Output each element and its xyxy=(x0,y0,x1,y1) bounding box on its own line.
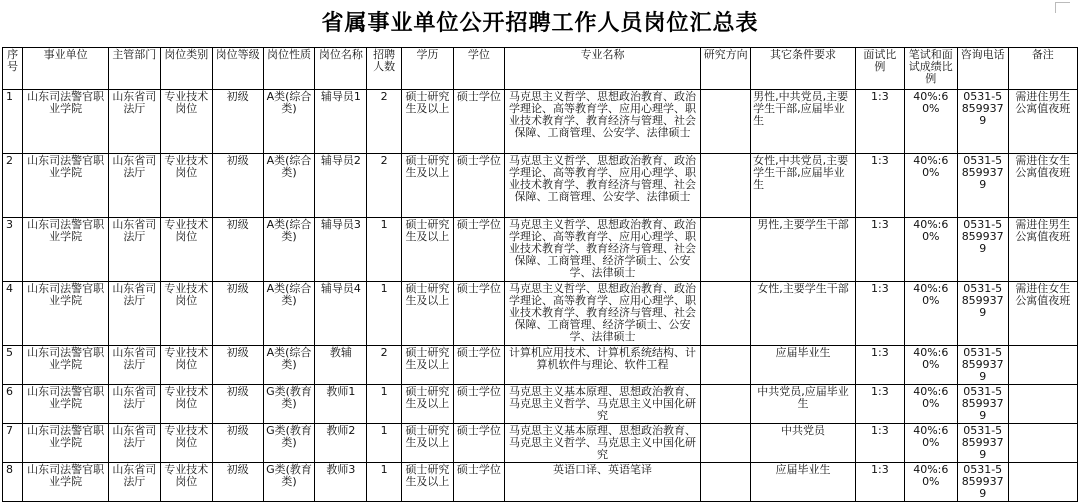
table-row xyxy=(3,90,1078,154)
cell-major: 马克思主义基本原理、思想政治教育、马克思主义哲学、马克思主义中国化研究 xyxy=(504,424,700,463)
cell-seq: 8 xyxy=(3,463,23,502)
cell-post-nature: A类(综合类) xyxy=(263,90,315,154)
cell-post-nature: A类(综合类) xyxy=(263,282,315,346)
cell-research xyxy=(701,346,751,385)
cell-unit: 山东司法警官职业学院 xyxy=(23,346,109,385)
cell-seq: 5 xyxy=(3,346,23,385)
cell-post-name: 辅导员3 xyxy=(315,218,367,282)
header-ratio: 面试比例 xyxy=(855,48,904,90)
cell-post-type: 专业技术岗位 xyxy=(160,90,212,154)
cell-ratio: 1:3 xyxy=(855,154,904,218)
header-post-level: 岗位等级 xyxy=(212,48,263,90)
cell-other: 中共党员,应届毕业生 xyxy=(751,385,856,424)
cell-dept: 山东省司法厅 xyxy=(108,463,160,502)
cell-seq: 6 xyxy=(3,385,23,424)
cell-major: 马克思主义哲学、思想政治教育、政治学理论、高等教育学、应用心理学、职业技术教育学、教育经济与管理、社会保障、工商管理、公安学、法律硕士 xyxy=(504,90,700,154)
cell-seq: 1 xyxy=(3,90,23,154)
cell-weight: 40%:60% xyxy=(904,463,957,502)
cell-research xyxy=(701,154,751,218)
cell-major: 马克思主义哲学、思想政治教育、政治学理论、高等教育学、应用心理学、职业技术教育学、教育经济与管理、社会保障、工商管理、经济学硕士、公安学、法律硕士 xyxy=(504,218,700,282)
cell-degree: 硕士学位 xyxy=(453,154,504,218)
cell-degree: 硕士学位 xyxy=(453,282,504,346)
cell-education: 硕士研究生及以上 xyxy=(401,346,453,385)
cell-research xyxy=(701,90,751,154)
cell-post-type: 专业技术岗位 xyxy=(160,346,212,385)
cell-post-name: 辅导员4 xyxy=(315,282,367,346)
cell-degree: 硕士学位 xyxy=(453,346,504,385)
cell-count: 2 xyxy=(367,154,402,218)
cell-count: 1 xyxy=(367,218,402,282)
cell-unit: 山东司法警官职业学院 xyxy=(23,463,109,502)
cell-research xyxy=(701,463,751,502)
cell-count: 1 xyxy=(367,385,402,424)
page-title: 省属事业单位公开招聘工作人员岗位汇总表 xyxy=(321,10,759,36)
cell-dept: 山东省司法厅 xyxy=(108,424,160,463)
cell-phone: 0531-58599379 xyxy=(957,346,1008,385)
header-dept: 主管部门 xyxy=(108,48,160,90)
cell-seq: 2 xyxy=(3,154,23,218)
cell-education: 硕士研究生及以上 xyxy=(401,282,453,346)
cell-post-type: 专业技术岗位 xyxy=(160,385,212,424)
cell-note xyxy=(1008,424,1077,463)
header-unit: 事业单位 xyxy=(23,48,109,90)
header-degree: 学位 xyxy=(453,48,504,90)
table-row xyxy=(3,385,1078,424)
cell-seq: 4 xyxy=(3,282,23,346)
cell-ratio: 1:3 xyxy=(855,385,904,424)
cell-note: 需进住女生公寓值夜班 xyxy=(1008,282,1077,346)
cell-post-nature: G类(教育类) xyxy=(263,424,315,463)
cell-post-level: 初级 xyxy=(212,282,263,346)
cell-ratio: 1:3 xyxy=(855,346,904,385)
table-row xyxy=(3,154,1078,218)
cell-ratio: 1:3 xyxy=(855,218,904,282)
table-row xyxy=(3,463,1078,502)
cell-research xyxy=(701,385,751,424)
cell-unit: 山东司法警官职业学院 xyxy=(23,90,109,154)
cell-count: 2 xyxy=(367,346,402,385)
cell-weight: 40%:60% xyxy=(904,424,957,463)
cell-ratio: 1:3 xyxy=(855,424,904,463)
cell-note xyxy=(1008,346,1077,385)
cell-major: 英语口译、英语笔译 xyxy=(504,463,700,502)
cell-note: 需进住男生公寓值夜班 xyxy=(1008,218,1077,282)
cell-research xyxy=(701,424,751,463)
cell-post-type: 专业技术岗位 xyxy=(160,424,212,463)
cell-seq: 7 xyxy=(3,424,23,463)
cell-post-level: 初级 xyxy=(212,463,263,502)
cell-dept: 山东省司法厅 xyxy=(108,282,160,346)
cell-post-name: 辅导员2 xyxy=(315,154,367,218)
cell-education: 硕士研究生及以上 xyxy=(401,218,453,282)
cell-note: 需进住男生公寓值夜班 xyxy=(1008,90,1077,154)
cell-other: 女性,中共党员,主要学生干部,应届毕业生 xyxy=(751,154,856,218)
cell-other: 男性,中共党员,主要学生干部,应届毕业生 xyxy=(751,90,856,154)
header-weight: 笔试和面试成绩比例 xyxy=(904,48,957,90)
corner-mark-icon xyxy=(1055,2,1070,13)
cell-phone: 0531-58599379 xyxy=(957,424,1008,463)
cell-weight: 40%:60% xyxy=(904,385,957,424)
cell-note: 需进住女生公寓值夜班 xyxy=(1008,154,1077,218)
cell-degree: 硕士学位 xyxy=(453,424,504,463)
cell-research xyxy=(701,282,751,346)
header-post-name: 岗位名称 xyxy=(315,48,367,90)
cell-count: 2 xyxy=(367,90,402,154)
cell-unit: 山东司法警官职业学院 xyxy=(23,424,109,463)
cell-other: 中共党员 xyxy=(751,424,856,463)
cell-weight: 40%:60% xyxy=(904,282,957,346)
cell-degree: 硕士学位 xyxy=(453,385,504,424)
cell-phone: 0531-58599379 xyxy=(957,282,1008,346)
cell-weight: 40%:60% xyxy=(904,218,957,282)
cell-post-level: 初级 xyxy=(212,424,263,463)
cell-unit: 山东司法警官职业学院 xyxy=(23,154,109,218)
cell-post-nature: G类(教育类) xyxy=(263,463,315,502)
cell-major: 计算机应用技术、计算机系统结构、计算机软件与理论、软件工程 xyxy=(504,346,700,385)
cell-post-name: 教师1 xyxy=(315,385,367,424)
cell-dept: 山东省司法厅 xyxy=(108,218,160,282)
cell-post-level: 初级 xyxy=(212,90,263,154)
cell-major: 马克思主义基本原理、思想政治教育、马克思主义哲学、马克思主义中国化研究 xyxy=(504,385,700,424)
header-note: 备注 xyxy=(1008,48,1077,90)
cell-post-type: 专业技术岗位 xyxy=(160,218,212,282)
cell-education: 硕士研究生及以上 xyxy=(401,90,453,154)
cell-weight: 40%:60% xyxy=(904,90,957,154)
cell-research xyxy=(701,218,751,282)
cell-post-name: 辅导员1 xyxy=(315,90,367,154)
cell-degree: 硕士学位 xyxy=(453,463,504,502)
cell-post-name: 教师3 xyxy=(315,463,367,502)
cell-other: 男性,主要学生干部 xyxy=(751,218,856,282)
cell-education: 硕士研究生及以上 xyxy=(401,385,453,424)
cell-note xyxy=(1008,385,1077,424)
cell-phone: 0531-58599379 xyxy=(957,463,1008,502)
cell-ratio: 1:3 xyxy=(855,282,904,346)
cell-dept: 山东省司法厅 xyxy=(108,385,160,424)
cell-post-type: 专业技术岗位 xyxy=(160,463,212,502)
cell-phone: 0531-58599379 xyxy=(957,90,1008,154)
cell-dept: 山东省司法厅 xyxy=(108,346,160,385)
table-row xyxy=(3,346,1078,385)
cell-major: 马克思主义哲学、思想政治教育、政治学理论、高等教育学、应用心理学、职业技术教育学、教育经济与管理、社会保障、工商管理、公安学、法律硕士 xyxy=(504,154,700,218)
title-bar xyxy=(0,0,1080,46)
cell-post-level: 初级 xyxy=(212,346,263,385)
header-education: 学历 xyxy=(401,48,453,90)
cell-count: 1 xyxy=(367,282,402,346)
cell-post-nature: G类(教育类) xyxy=(263,385,315,424)
table-header-row xyxy=(3,48,1078,90)
header-seq: 序号 xyxy=(3,48,23,90)
cell-unit: 山东司法警官职业学院 xyxy=(23,282,109,346)
cell-post-nature: A类(综合类) xyxy=(263,218,315,282)
cell-post-nature: A类(综合类) xyxy=(263,154,315,218)
cell-degree: 硕士学位 xyxy=(453,90,504,154)
cell-note xyxy=(1008,463,1077,502)
header-count: 招聘人数 xyxy=(367,48,402,90)
table-row xyxy=(3,282,1078,346)
header-other: 其它条件要求 xyxy=(751,48,856,90)
cell-education: 硕士研究生及以上 xyxy=(401,463,453,502)
cell-post-type: 专业技术岗位 xyxy=(160,154,212,218)
cell-post-nature: A类(综合类) xyxy=(263,346,315,385)
table-row xyxy=(3,424,1078,463)
cell-unit: 山东司法警官职业学院 xyxy=(23,385,109,424)
cell-other: 女性,主要学生干部 xyxy=(751,282,856,346)
header-post-nature: 岗位性质 xyxy=(263,48,315,90)
cell-count: 1 xyxy=(367,463,402,502)
header-major: 专业名称 xyxy=(504,48,700,90)
cell-post-name: 教辅 xyxy=(315,346,367,385)
header-post-type: 岗位类别 xyxy=(160,48,212,90)
header-research: 研究方向 xyxy=(701,48,751,90)
cell-phone: 0531-58599379 xyxy=(957,218,1008,282)
job-table xyxy=(2,47,1078,502)
cell-ratio: 1:3 xyxy=(855,90,904,154)
cell-post-name: 教师2 xyxy=(315,424,367,463)
cell-dept: 山东省司法厅 xyxy=(108,90,160,154)
cell-degree: 硕士学位 xyxy=(453,218,504,282)
cell-other: 应届毕业生 xyxy=(751,346,856,385)
cell-seq: 3 xyxy=(3,218,23,282)
cell-unit: 山东司法警官职业学院 xyxy=(23,218,109,282)
cell-post-type: 专业技术岗位 xyxy=(160,282,212,346)
cell-other: 应届毕业生 xyxy=(751,463,856,502)
cell-post-level: 初级 xyxy=(212,154,263,218)
cell-major: 马克思主义哲学、思想政治教育、政治学理论、高等教育学、应用心理学、职业技术教育学、教育经济与管理、社会保障、工商管理、经济学硕士、公安学、法律硕士 xyxy=(504,282,700,346)
cell-count: 1 xyxy=(367,424,402,463)
table-row xyxy=(3,218,1078,282)
cell-phone: 0531-58599379 xyxy=(957,385,1008,424)
cell-phone: 0531-58599379 xyxy=(957,154,1008,218)
cell-education: 硕士研究生及以上 xyxy=(401,424,453,463)
header-phone: 咨询电话 xyxy=(957,48,1008,90)
cell-weight: 40%:60% xyxy=(904,346,957,385)
cell-post-level: 初级 xyxy=(212,218,263,282)
cell-post-level: 初级 xyxy=(212,385,263,424)
cell-weight: 40%:60% xyxy=(904,154,957,218)
cell-dept: 山东省司法厅 xyxy=(108,154,160,218)
cell-education: 硕士研究生及以上 xyxy=(401,154,453,218)
cell-ratio: 1:3 xyxy=(855,463,904,502)
